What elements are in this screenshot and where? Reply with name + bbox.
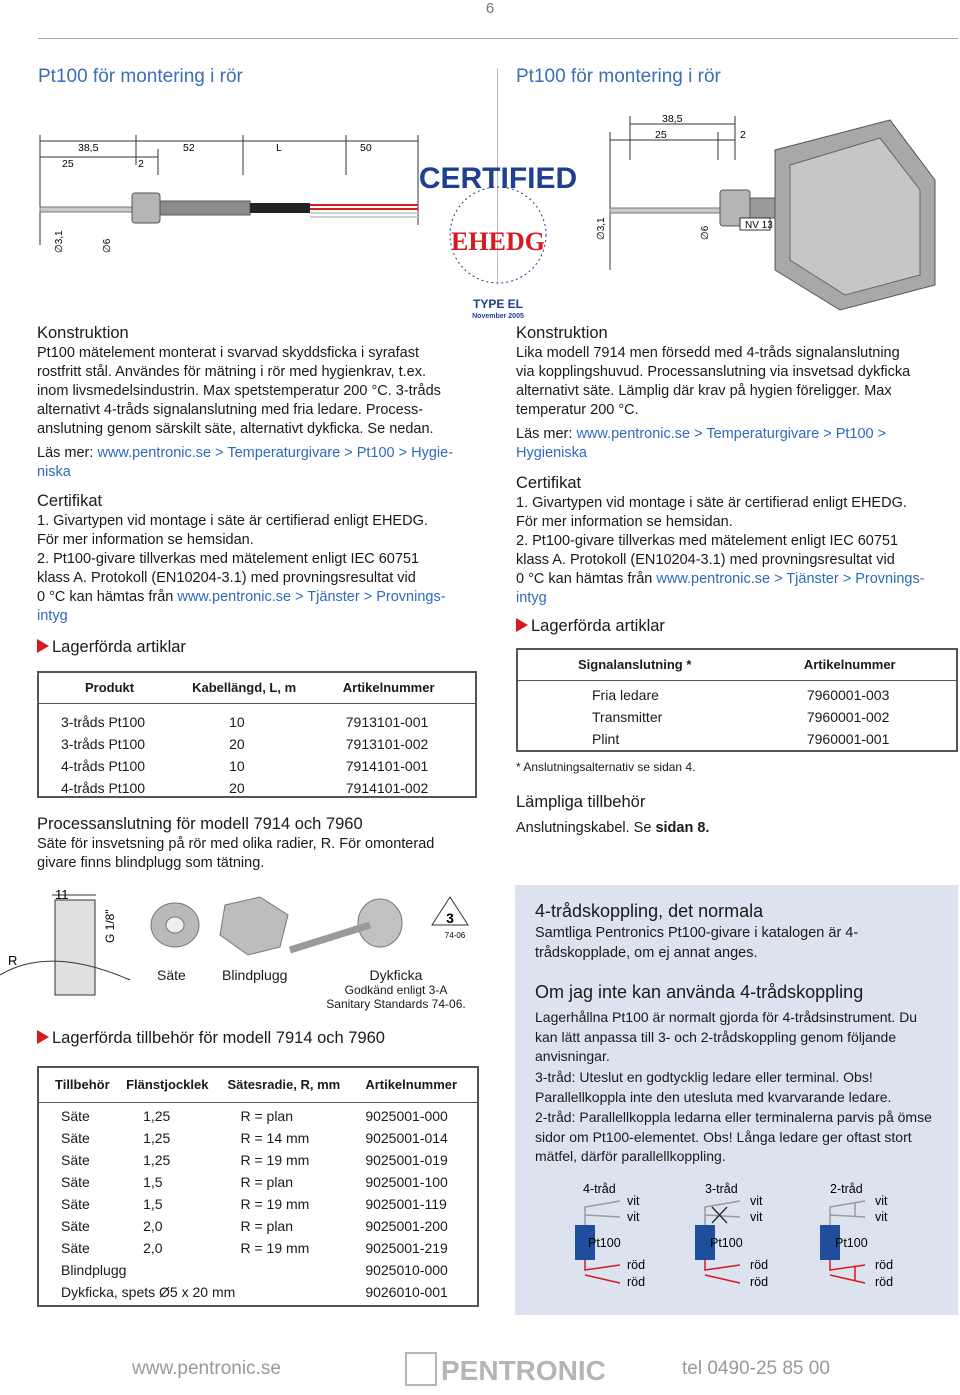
cert-link-path-cont[interactable]: intyg <box>516 590 547 606</box>
tillbehor-text: Anslutningskabel. Se sidan 8. <box>516 820 710 836</box>
svg-text:röd: röd <box>875 1275 894 1289</box>
panel-heading-1: 4-trådskoppling, det normala <box>535 901 764 921</box>
nv-13: NV 13 <box>745 220 773 231</box>
three-a-mark: 3 <box>446 910 454 926</box>
r-dim-38-5: 38,5 <box>662 113 683 125</box>
dim-l: L <box>276 142 282 154</box>
right-sensor-drawing <box>590 110 958 315</box>
page-number: 6 <box>485 0 495 17</box>
cert-link-path[interactable]: > Tjänster > Provnings- <box>770 571 925 587</box>
table-row: 4-tråds Pt100 20 7914101-002 <box>61 780 429 796</box>
text-line: klass A. Protokoll (EN10204-3.1) med provningsresultat vid <box>516 552 895 568</box>
right-konstruktion-heading: Konstruktion <box>516 324 608 342</box>
ehedg-text: EHEDG <box>451 227 545 256</box>
link-path[interactable]: > Temperaturgivare > Pt100 > Hygie- <box>211 445 454 461</box>
text-line: För mer information se hemsidan. <box>516 514 733 530</box>
left-las-mer <box>37 444 487 482</box>
dim-2: 2 <box>138 158 144 170</box>
text-line: inom livsmedelsindustrin. Max spetstemperatur 200 °C. 3-tråds <box>37 383 441 399</box>
process-text <box>37 835 487 873</box>
schematic-label: 2-tråd <box>830 1182 863 1196</box>
text-line: klass A. Protokoll (EN10204-3.1) med provningsresultat vid <box>37 570 416 586</box>
left-certifikat-heading: Certifikat <box>37 492 103 510</box>
table-row: Blindplugg 9025010-000 <box>61 1262 448 1278</box>
table-row: Säte 1,25 R = 19 mm 9025001-019 <box>61 1152 448 1168</box>
schematic-label: 4-tråd <box>583 1182 616 1196</box>
table-row: Säte 2,0 R = plan 9025001-200 <box>61 1218 448 1234</box>
left-product-table <box>37 671 477 798</box>
right-page-title: Pt100 för montering i rör <box>516 66 721 87</box>
right-las-mer: Läs mer: www.pentronic.se > Temperaturgivare > Pt100 > Hygieniska <box>516 425 956 463</box>
right-konstruktion-text <box>516 344 956 420</box>
dim-g18: G 1/8" <box>103 909 117 943</box>
text-line: anslutning genom särskilt säte, alternativt dykficka. Se nedan. <box>37 421 434 437</box>
link-path-cont[interactable]: Hygieniska <box>516 445 587 461</box>
left-konstruktion-heading: Konstruktion <box>37 324 129 342</box>
three-a-code: 74-06 <box>444 931 466 940</box>
col-header: Artikelnummer <box>342 673 475 703</box>
text-line: 1. Givartypen vid montage i säte är certifierad enligt EHEDG. <box>37 513 428 529</box>
dim-38-5: 38,5 <box>78 142 99 154</box>
right-lager-heading: Lagerförda artiklar <box>516 617 665 636</box>
schematic-4-wire <box>575 1182 645 1289</box>
svg-text:vit: vit <box>627 1210 640 1224</box>
text-line: 2. Pt100-givare tillverkas med mätelement enligt IEC 60751 <box>516 533 899 549</box>
col-header: Sätesradie, R, mm <box>226 1068 364 1102</box>
pentronic-link[interactable]: www.pentronic.se <box>576 426 691 442</box>
svg-text:vit: vit <box>875 1194 888 1208</box>
top-rule <box>38 38 958 39</box>
text-line: För mer information se hemsidan. <box>37 532 254 548</box>
pentronic-logo: PENTRONIC <box>405 1352 606 1387</box>
left-certifikat-text <box>37 512 487 626</box>
cert-link-path-cont[interactable]: intyg <box>37 608 68 624</box>
label-sate: Säte <box>157 967 186 983</box>
panel-text-4: 2-tråd: Parallellkoppla ledarna eller terminalerna parvis på ömse sidor om Pt100-elementet. Obs! Långa ledare ger oftast stort mätfel, därför parallellkoppling. <box>535 1109 932 1164</box>
svg-text:röd: röd <box>875 1258 894 1272</box>
accessories-heading: Lagerförda tillbehör för modell 7914 och 7960 <box>37 1029 385 1048</box>
r-dim-25: 25 <box>655 129 667 141</box>
right-product-table <box>516 648 958 752</box>
svg-text:vit: vit <box>627 1194 640 1208</box>
logo-mark-icon <box>405 1352 437 1386</box>
ehedg-certified-logo <box>418 150 578 320</box>
panel-heading-2: Om jag inte kan använda 4-trådskoppling <box>535 982 864 1002</box>
table-row: Dykficka, spets Ø5 x 20 mm 9026010-001 <box>61 1284 448 1300</box>
table-row: 3-tråds Pt100 20 7913101-002 <box>61 736 429 752</box>
dim-25: 25 <box>62 158 74 170</box>
col-header: Artikelnummer <box>364 1068 477 1102</box>
accessories-table <box>37 1066 479 1307</box>
cert-link[interactable]: www.pentronic.se <box>656 571 771 587</box>
text-line: rostfritt stål. Användes för mätning i rör med hygienkrav, t.ex. <box>37 364 426 380</box>
text-line: 0 °C kan hämtas från <box>37 589 174 605</box>
col-header: Flänstjocklek <box>125 1068 226 1102</box>
triangle-bullet-icon <box>37 1030 49 1044</box>
element-label: Pt100 <box>710 1236 743 1250</box>
las-mer-label: Läs mer: <box>37 445 94 461</box>
svg-text:vit: vit <box>750 1194 763 1208</box>
footnote: * Anslutningsalternativ se sidan 4. <box>516 760 696 774</box>
schematic-label: 3-tråd <box>705 1182 738 1196</box>
left-page-title: Pt100 för montering i rör <box>38 66 243 87</box>
cert-link[interactable]: www.pentronic.se <box>177 589 292 605</box>
table-row: Transmitter 7960001-002 <box>592 709 890 725</box>
certified-text: CERTIFIED <box>418 162 578 195</box>
col-header: Artikelnummer <box>803 650 956 680</box>
wiring-schematics <box>515 1175 958 1295</box>
panel-text-3: 3-tråd: Uteslut en godtycklig ledare eller terminal. Obs! Parallellkoppla inte den utesluta med kvarvarande ledare. <box>535 1069 892 1105</box>
col-header: Tillbehör <box>39 1068 125 1102</box>
process-heading: Processanslutning för modell 7914 och 7960 <box>37 815 363 833</box>
right-diam-6: ∅6 <box>700 225 711 240</box>
table-row: Säte 1,25 R = plan 9025001-000 <box>61 1108 448 1124</box>
schematic-2-wire <box>820 1182 893 1289</box>
triangle-bullet-icon <box>516 618 528 632</box>
schematic-3-wire <box>695 1182 768 1289</box>
dim-r: R <box>8 953 18 968</box>
text-line: alternativt säte. Lämplig där krav på hygien föreligger. Max <box>516 383 892 399</box>
label-dykficka: Dykficka Godkänd enligt 3-A Sanitary Standards 74-06. <box>326 967 466 1011</box>
svg-text:röd: röd <box>750 1275 769 1289</box>
table-row: Säte 1,25 R = 14 mm 9025001-014 <box>61 1130 448 1146</box>
svg-text:röd: röd <box>627 1275 646 1289</box>
right-certifikat-heading: Certifikat <box>516 474 582 492</box>
tillbehor-heading: Lämpliga tillbehör <box>516 793 646 811</box>
left-diam-31: ∅3,1 <box>54 230 65 253</box>
text-line: Lika modell 7914 men försedd med 4-tråds signalanslutning <box>516 345 900 361</box>
cert-date: November 2005 <box>472 313 524 320</box>
text-line: 1. Givartypen vid montage i säte är certifierad enligt EHEDG. <box>516 495 907 511</box>
text-line: 0 °C kan hämtas från <box>516 571 653 587</box>
col-header: Signalanslutning * <box>518 650 803 680</box>
triangle-bullet-icon <box>37 639 49 653</box>
right-certifikat-text <box>516 494 956 608</box>
svg-text:röd: röd <box>627 1258 646 1272</box>
svg-text:röd: röd <box>750 1258 769 1272</box>
text-line: Pt100 mätelement monterat i svarvad skyddsficka i syrafast <box>37 345 419 361</box>
table-row: Säte 2,0 R = 19 mm 9025001-219 <box>61 1240 448 1256</box>
table-row: 3-tråds Pt100 10 7913101-001 <box>61 714 429 730</box>
link-path[interactable]: > Temperaturgivare > Pt100 > <box>690 426 887 442</box>
panel-text-1: Samtliga Pentronics Pt100-givare i katalogen är 4-trådskopplade, om ej annat anges. <box>535 925 859 961</box>
dim-52: 52 <box>183 142 195 154</box>
text-line: 2. Pt100-givare tillverkas med mätelement enligt IEC 60751 <box>37 551 420 567</box>
pentronic-link[interactable]: www.pentronic.se <box>97 445 212 461</box>
right-diam-31: ∅3,1 <box>596 217 607 240</box>
text-line: Säte för insvetsning på rör med olika radier, R. För omonterad <box>37 836 435 852</box>
element-label: Pt100 <box>835 1236 868 1250</box>
table-row: 4-tråds Pt100 10 7914101-001 <box>61 758 429 774</box>
type-el: TYPE EL <box>472 297 524 311</box>
r-dim-2: 2 <box>740 129 746 141</box>
label-blindplugg: Blindplugg <box>222 967 288 983</box>
col-header: Produkt <box>39 673 191 703</box>
text-line: alternativt 4-tråds signalanslutning med fria ledare. Process- <box>37 402 424 418</box>
text-line: temperatur 200 °C. <box>516 402 639 418</box>
page-ref: sidan 8. <box>655 820 710 836</box>
left-diam-6: ∅6 <box>102 238 113 253</box>
table-row: Säte 1,5 R = 19 mm 9025001-119 <box>61 1196 447 1212</box>
left-sensor-drawing <box>38 135 423 260</box>
dim-50: 50 <box>360 142 372 154</box>
cert-link-path[interactable]: > Tjänster > Provnings- <box>291 589 446 605</box>
text-line: via kopplingshuvud. Processanslutning via insvetsad dykficka <box>516 364 911 380</box>
table-row: Plint 7960001-001 <box>592 731 890 747</box>
footer-phone: tel 0490-25 85 00 <box>682 1358 830 1379</box>
svg-text:vit: vit <box>875 1210 888 1224</box>
text-line: givare finns blindplugg som tätning. <box>37 855 265 871</box>
footer-website[interactable]: www.pentronic.se <box>132 1358 281 1379</box>
link-path-cont[interactable]: niska <box>37 464 71 480</box>
table-row: Fria ledare 7960001-003 <box>592 687 890 703</box>
left-konstruktion-text <box>37 344 487 439</box>
panel-text-2: Lagerhållna Pt100 är normalt gjorda för 4-trådsinstrument. Du kan lätt anpassa till 3- och 2-trådskoppling genom följande anvisningar. <box>535 1009 918 1064</box>
dim-11: 11 <box>55 887 69 902</box>
element-label: Pt100 <box>588 1236 621 1250</box>
table-row: Säte 1,5 R = plan 9025001-100 <box>61 1174 448 1190</box>
left-lager-heading: Lagerförda artiklar <box>37 638 186 657</box>
svg-text:vit: vit <box>750 1210 763 1224</box>
col-header: Kabellängd, L, m <box>191 673 342 703</box>
